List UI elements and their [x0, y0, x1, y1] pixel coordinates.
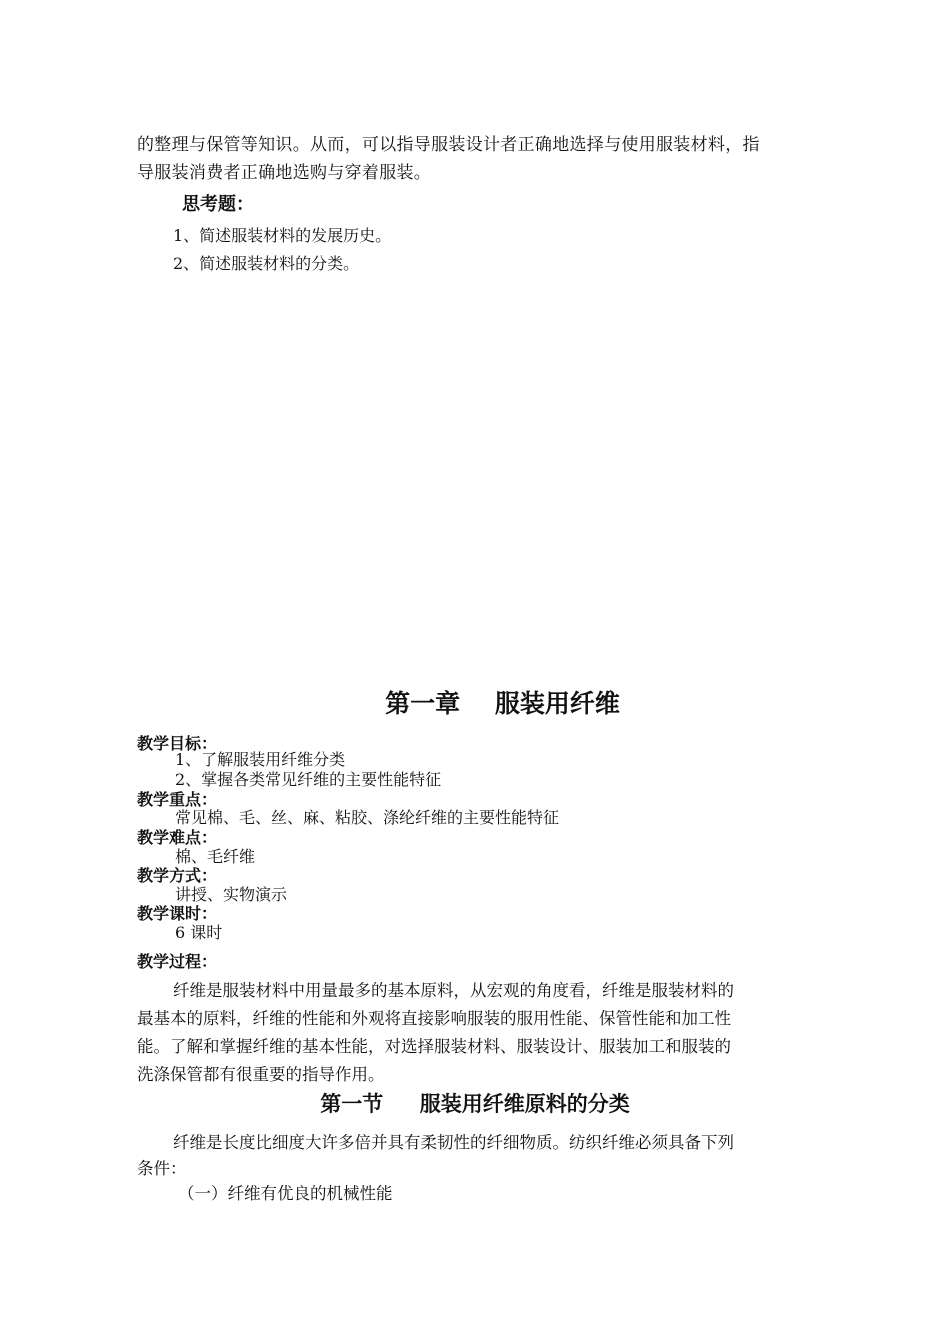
- intro-line-1: 的整理与保管等知识。从而，可以指导服装设计者正确地选择与使用服装材料，指: [137, 135, 760, 155]
- teaching-process-label: 教学过程：: [137, 952, 218, 971]
- process-paragraph-line: 纤维是服装材料中用量最多的基本原料，从宏观的角度看，纤维是服装材料的: [173, 981, 734, 1000]
- teaching-difficulty-label: 教学难点：: [137, 828, 218, 847]
- section-subheading: （一）纤维有优良的机械性能: [178, 1184, 393, 1203]
- teaching-method-label: 教学方式：: [137, 866, 218, 885]
- question-item: 1、简述服装材料的发展历史。: [173, 226, 392, 245]
- teaching-goal-label: 教学目标：: [137, 734, 218, 753]
- process-paragraph-line: 最基本的原料，纤维的性能和外观将直接影响服装的服用性能、保管性能和加工性: [137, 1009, 731, 1028]
- teaching-goal-item: 1、了解服装用纤维分类: [175, 750, 346, 769]
- intro-line-2: 导服装消费者正确地选购与穿着服装。: [137, 163, 432, 183]
- teaching-difficulty-value: 棉、毛纤维: [175, 847, 256, 866]
- section-paragraph-line: 条件：: [137, 1159, 187, 1178]
- section-paragraph-line: 纤维是长度比细度大许多倍并具有柔韧性的纤细物质。纺织纤维必须具备下列: [173, 1133, 734, 1152]
- process-paragraph-line: 洗涤保管都有很重要的指导作用。: [137, 1065, 385, 1084]
- process-paragraph-line: 能。了解和掌握纤维的基本性能，对选择服装材料、服装设计、服装加工和服装的: [137, 1037, 731, 1056]
- teaching-focus-label: 教学重点：: [137, 790, 218, 809]
- teaching-hours-label: 教学课时：: [137, 904, 218, 923]
- thinking-questions-heading: 思考题：: [182, 194, 254, 215]
- question-item: 2、简述服装材料的分类。: [173, 254, 360, 273]
- chapter-title: 第一章 服装用纤维: [385, 689, 620, 718]
- section-title: 第一节 服装用纤维原料的分类: [320, 1092, 630, 1116]
- teaching-goal-item: 2、掌握各类常见纤维的主要性能特征: [175, 770, 442, 789]
- teaching-hours-value: 6 课时: [175, 923, 223, 942]
- teaching-method-value: 讲授、实物演示: [175, 885, 288, 904]
- teaching-focus-value: 常见棉、毛、丝、麻、粘胶、涤纶纤维的主要性能特征: [175, 808, 560, 827]
